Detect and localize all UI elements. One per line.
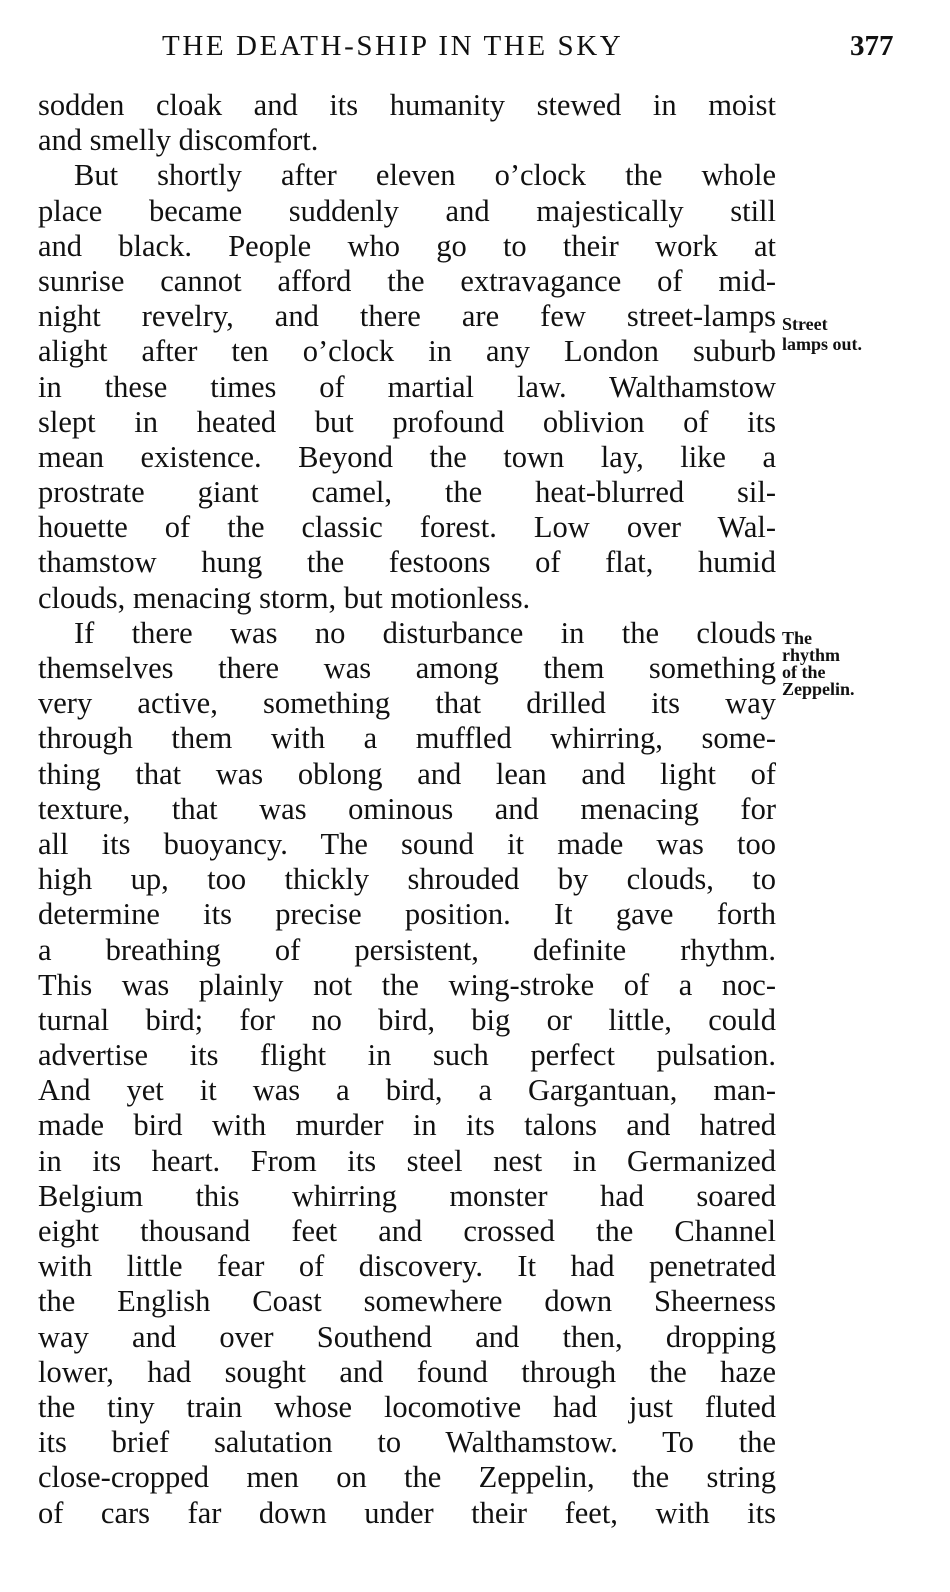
text-line: close-cropped men on the Zeppelin, the string: [38, 1460, 776, 1495]
text-line: very active, something that drilled its way: [38, 686, 776, 721]
side-note-zeppelin-rhythm: [782, 630, 855, 698]
text-line: in its heart. From its steel nest in Germanized: [38, 1143, 776, 1178]
text-line: eight thousand feet and crossed the Channel: [38, 1214, 776, 1248]
side-note-line: Zeppelin.: [782, 679, 855, 699]
text-line: themselves there was among them something: [38, 651, 776, 685]
running-title: THE DEATH-SHIP IN THE SKY: [162, 30, 624, 62]
text-line: its brief salutation to Walthamstow. To the: [38, 1425, 776, 1460]
text-line: If there was no disturbance in the clouds: [74, 615, 776, 650]
text-line: Belgium this whirring monster had soared: [38, 1178, 776, 1213]
text-line: alight after ten o’clock in any London suburb: [38, 334, 776, 369]
side-note-line: The: [782, 628, 813, 648]
text-line: all its buoyancy. The sound it made was too: [38, 826, 776, 861]
text-line: determine its precise position. It gave forth: [38, 897, 776, 932]
text-line: prostrate giant camel, the heat-blurred sil-: [38, 475, 776, 510]
text-line: the tiny train whose locomotive had just fluted: [38, 1389, 776, 1424]
text-line: with little fear of discovery. It had penetrated: [38, 1249, 776, 1284]
text-line: way and over Southend and then, dropping: [38, 1319, 776, 1354]
text-line: and black. People who go to their work at: [38, 228, 776, 263]
text-line: of cars far down under their feet, with its: [38, 1495, 776, 1530]
side-note-line: of the: [782, 662, 826, 682]
text-line: night revelry, and there are few street-lamps: [38, 299, 776, 334]
text-line: thamstow hung the festoons of flat, humid: [38, 545, 776, 580]
body-text: [38, 88, 776, 1531]
page-number: 377: [850, 30, 894, 62]
text-line: through them with a muffled whirring, some-: [38, 721, 776, 756]
text-line: lower, had sought and found through the haze: [38, 1354, 776, 1389]
text-line: texture, that was ominous and menacing for: [38, 791, 776, 826]
text-line: high up, too thickly shrouded by clouds, to: [38, 862, 776, 897]
text-line: slept in heated but profound oblivion of its: [38, 404, 776, 439]
text-line: turnal bird; for no bird, big or little, could: [38, 1002, 776, 1037]
text-line: sunrise cannot afford the extravagance of mid-: [38, 263, 776, 298]
text-line: houette of the classic forest. Low over Wal-: [38, 510, 776, 545]
side-note-line: Street: [782, 314, 828, 334]
text-line: a breathing of persistent, definite rhythm.: [38, 932, 776, 967]
text-line: And yet it was a bird, a Gargantuan, man-: [38, 1073, 776, 1108]
text-line: advertise its flight in such perfect pulsation.: [38, 1038, 776, 1073]
side-note-line: lamps out.: [782, 334, 863, 354]
side-note-line: rhythm: [782, 645, 840, 665]
text-line: mean existence. Beyond the town lay, like a: [38, 439, 776, 474]
side-note-street-lamps: [782, 314, 862, 354]
running-header: [0, 30, 950, 70]
text-line: the English Coast somewhere down Sheerness: [38, 1284, 776, 1319]
text-line: thing that was oblong and lean and light of: [38, 756, 776, 791]
text-line: made bird with murder in its talons and hatred: [38, 1108, 776, 1143]
text-line: clouds, menacing storm, but motionless.: [38, 580, 531, 615]
text-line: place became suddenly and majestically still: [38, 193, 776, 228]
text-line: This was plainly not the wing-stroke of a noc-: [38, 967, 776, 1002]
text-line: in these times of martial law. Walthamstow: [38, 369, 776, 404]
text-line: and smelly discomfort.: [38, 123, 319, 158]
text-line: sodden cloak and its humanity stewed in moist: [38, 88, 776, 122]
text-line: But shortly after eleven o’clock the whole: [74, 158, 776, 193]
